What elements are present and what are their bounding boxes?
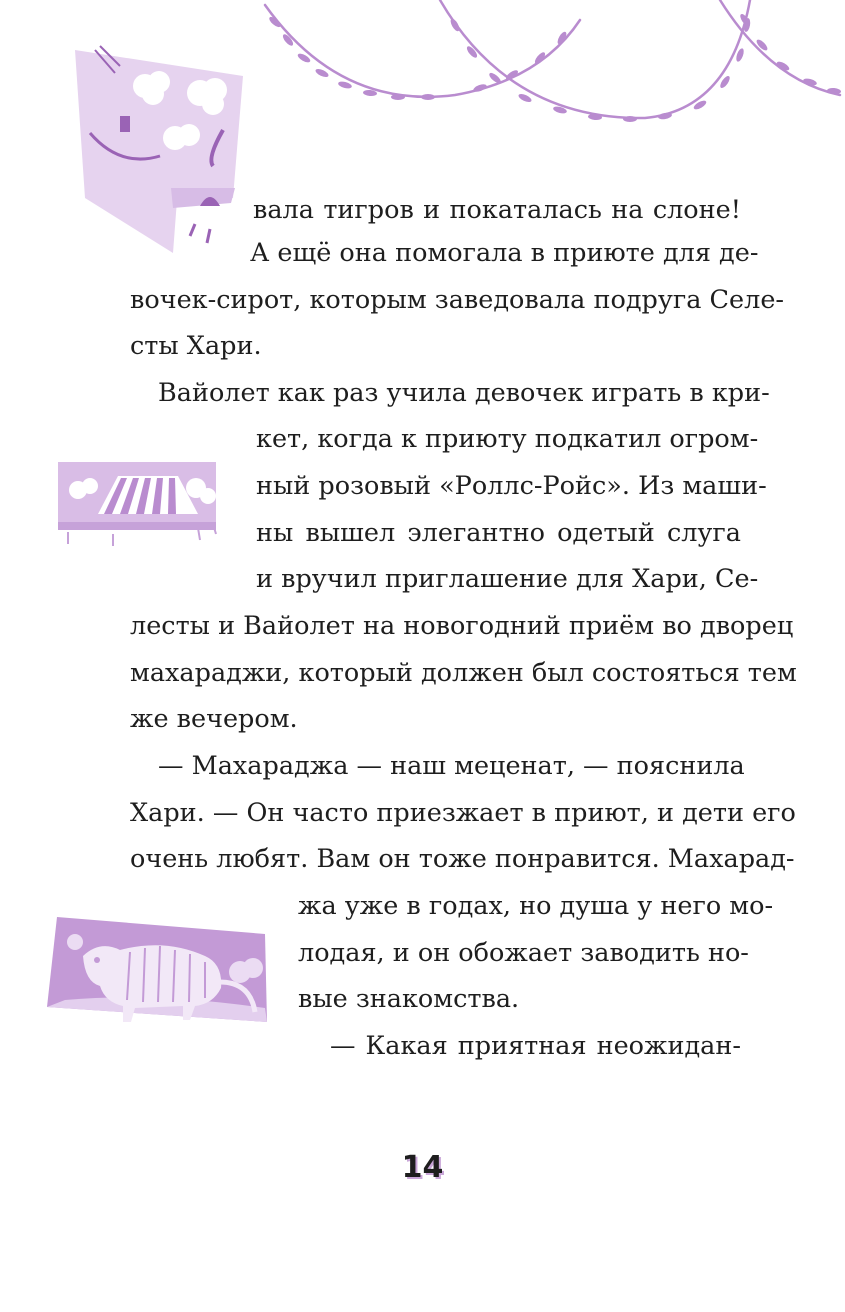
awning-illustration (58, 462, 238, 562)
page-number: 14 (401, 1150, 444, 1185)
garland-ornament (250, 0, 845, 140)
text-line: кет, когда к приюту подкатил огром- (256, 424, 759, 454)
text-line: — Махараджа — наш меценат, — пояснила (158, 751, 745, 781)
text-line: Вайолет как раз учила девочек играть в кри- (158, 378, 770, 408)
text-line: Хари. — Он часто приезжает в приют, и дети его (130, 798, 796, 828)
text-line: жа уже в годах, но душа у него мо- (298, 891, 774, 921)
text-line: сты Хари. (130, 331, 262, 361)
text-line: же вечером. (130, 704, 298, 734)
text-line: и вручил приглашение для Хари, Се- (256, 564, 759, 594)
text-line: очень любят. Вам он тоже понравится. Махарад- (130, 844, 795, 874)
text-line: лодая, и он обожает заводить но- (298, 938, 749, 968)
text-line: вые знакомства. (298, 984, 520, 1014)
text-line: ный розовый «Роллс-Ройс». Из маши- (256, 471, 767, 501)
text-line: вочек-сирот, которым заведовала подруга Селе- (130, 285, 785, 315)
kite-illustration (75, 38, 250, 253)
text-line: — Какая приятная неожидан- (330, 1031, 741, 1061)
text-line: вала тигров и покаталась на слоне! (253, 195, 741, 225)
text-line: А ещё она помогала в приюте для де- (250, 238, 759, 268)
text-line: ны вышел элегантно одетый слуга (256, 518, 741, 548)
text-line: махараджи, который должен был состояться тем (130, 658, 797, 688)
tiger-illustration (45, 912, 275, 1042)
text-line: лесты и Вайолет на новогодний приём во дворец (130, 611, 794, 641)
